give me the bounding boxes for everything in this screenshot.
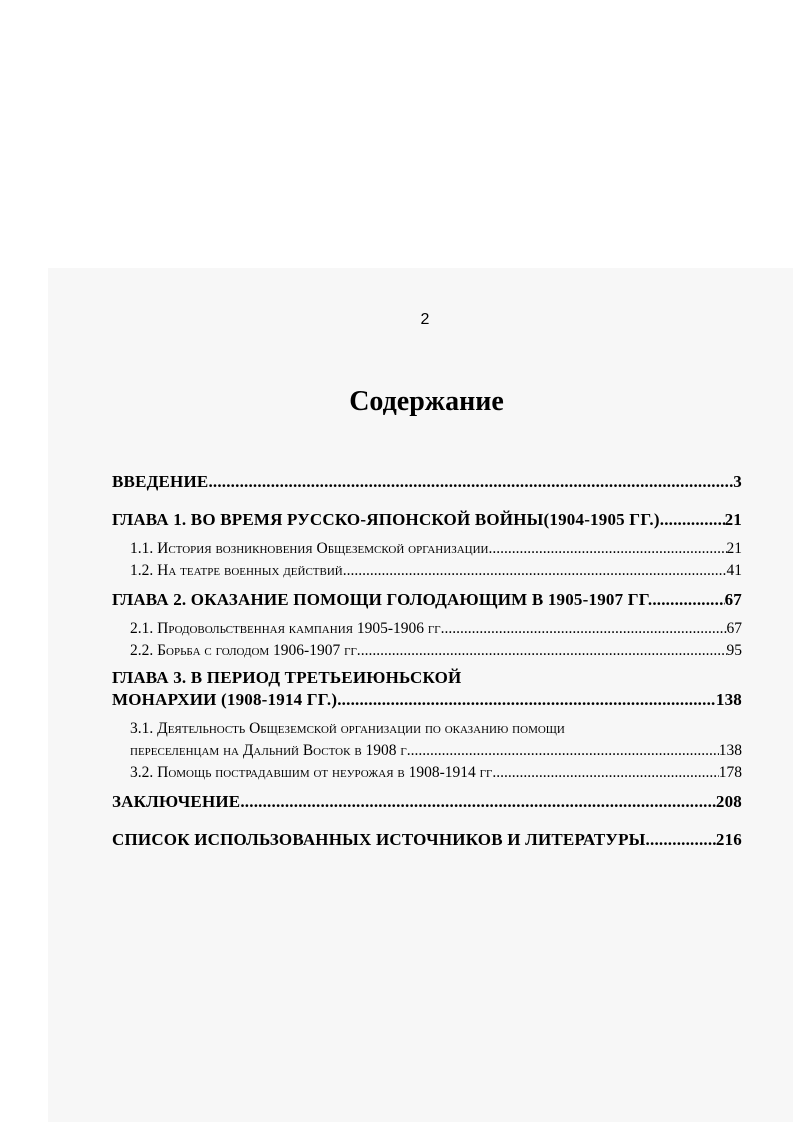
dot-leader [652,590,724,610]
toc-page-number: 67 [724,590,742,609]
toc-page-number: 95 [726,642,742,659]
toc-page-number: 138 [718,742,742,759]
toc-page-number: 216 [715,830,742,849]
toc-entry-label: 2.1. Продовольственная кампания 1905-1906 гг. [130,620,445,637]
toc-entry-label: ГЛАВА 1. ВО ВРЕМЯ РУССКО-ЯПОНСКОЙ ВОЙНЫ(1904-1905 ГГ.) [112,510,660,529]
dot-leader [496,764,718,782]
toc-entry-section-2-1[interactable] [112,620,742,638]
dot-leader [343,562,727,580]
toc-entry-label: 2.2. Борьба с голодом 1906-1907 гг. [130,642,361,659]
toc-entry-section-3-1-line-1[interactable]: 3.1. Деятельность Общеземской организации по оказанию помощи [130,720,565,737]
dot-leader [240,792,716,812]
toc-page-number: 67 [726,620,742,637]
toc-entry-section-2-2[interactable] [112,642,742,660]
toc-page-number: 21 [724,510,742,529]
dot-leader [337,690,716,710]
toc-entry-chapter-2[interactable] [112,590,742,610]
dot-leader [411,742,719,760]
toc-entry-chapter-1[interactable] [112,510,742,530]
toc-entry-label: ГЛАВА 2. ОКАЗАНИЕ ПОМОЩИ ГОЛОДАЮЩИМ В 1905-1907 ГГ. [112,590,653,609]
dot-leader [208,472,733,492]
toc-entry-label: переселенцам на Дальний Восток в 1908 г. [130,742,411,759]
toc-entry-introduction[interactable] [112,472,742,492]
toc-page-number: 208 [715,792,742,811]
page-title: Содержание [349,386,504,417]
toc-page-number: 21 [726,540,742,557]
toc-page-number: 41 [726,562,742,579]
page-number: 2 [420,311,430,328]
toc-entry-label: 1.2. На театре военных действий [130,562,343,579]
dot-leader [660,510,725,530]
dot-leader [488,540,726,558]
toc-entry-label: ВВЕДЕНИЕ [112,472,209,491]
toc-entry-section-3-1[interactable] [112,742,742,760]
toc-page-number: 138 [715,690,742,709]
toc-entry-label: 1.1. История возникновения Общеземской организации [130,540,489,557]
toc-entry-chapter-3[interactable] [112,690,742,710]
dot-leader [445,620,727,638]
toc-entry-section-1-2[interactable] [112,562,742,580]
toc-page-number: 178 [718,764,742,781]
toc-entry-label: СПИСОК ИСПОЛЬЗОВАННЫХ ИСТОЧНИКОВ И ЛИТЕРАТУРЫ [112,830,646,849]
toc-entry-label: 3.2. Помощь пострадавшим от неурожая в 1908-1914 гг. [130,764,497,781]
toc-page-number: 3 [733,472,742,491]
toc-entry-label: МОНАРХИИ (1908-1914 ГГ.) [112,690,338,709]
dot-leader [361,642,727,660]
toc-entry-conclusion[interactable] [112,792,742,812]
toc-entry-chapter-3-line-1[interactable]: ГЛАВА 3. В ПЕРИОД ТРЕТЬЕИЮНЬСКОЙ [112,668,462,687]
toc-entry-bibliography[interactable] [112,830,742,850]
toc-entry-section-1-1[interactable] [112,540,742,558]
dot-leader [646,830,716,850]
toc-entry-label: ЗАКЛЮЧЕНИЕ [112,792,241,811]
toc-entry-section-3-2[interactable] [112,764,742,782]
